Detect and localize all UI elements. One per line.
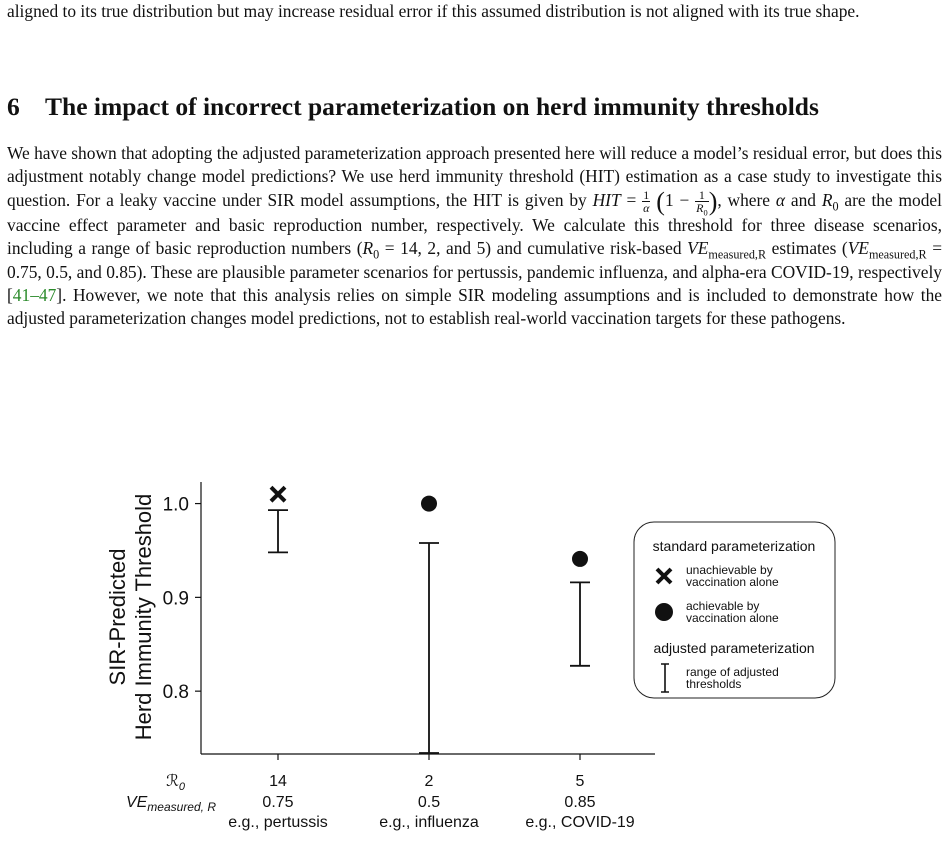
section-heading	[7, 92, 947, 122]
legend-circle-label: achievable by vaccination alone	[686, 599, 779, 625]
x-tick-r0-label: 2	[424, 773, 434, 790]
legend-standard-title: standard parameterization	[652, 538, 816, 554]
x-tick-r0-label: 5	[575, 773, 585, 790]
x-tick-ve-label: 0.75	[262, 794, 294, 811]
standard-circle-marker	[572, 551, 588, 567]
x-tick-ve-label: 0.5	[417, 794, 441, 811]
y-tick-label: 0.8	[162, 682, 189, 704]
y-tick-label: 1.0	[162, 494, 189, 516]
standard-circle-marker	[421, 496, 437, 512]
x-tick-example-label: e.g., influenza	[379, 814, 479, 831]
x-tick-example-label: e.g., pertussis	[228, 814, 328, 831]
adjusted-range-errorbar	[419, 543, 439, 753]
adjusted-range-errorbar	[570, 582, 590, 665]
legend-adjusted-title: adjusted parameterization	[653, 640, 815, 656]
y-tick-label: 0.9	[162, 588, 189, 610]
top-paragraph: aligned to its true distribution but may increase residual error if this assumed distribution is not aligned with its true shape.	[7, 1, 860, 21]
ve-row-label: $VE_{measured, R}$	[125, 794, 216, 814]
y-axis-label-line2: Herd Immunity Threshold	[131, 493, 156, 741]
legend-cross-label: unachievable by vaccination alone	[686, 563, 779, 589]
legend-circle-icon	[655, 603, 673, 621]
x-tick-example-label: e.g., COVID-19	[525, 814, 635, 831]
legend-range-icon	[661, 664, 669, 692]
adjusted-range-errorbar	[268, 510, 288, 552]
x-tick-ve-label: 0.85	[564, 794, 596, 811]
section-title: The impact of incorrect parameterization on herd immunity thresholds	[45, 92, 819, 121]
r0-row-label: ℛ$_0$	[166, 773, 185, 793]
y-axis-label-line1: SIR-Predicted	[105, 548, 130, 686]
hit-formula: HIT = $\frac{1}{\alpha}$ (1 − $\frac{1}{R_0}$ )	[592, 186, 718, 218]
x-tick-r0-label: 14	[269, 773, 287, 790]
body-text: We have shown that adopting the adjusted parameterization approach presented here will reduce a model’s residual error, but does this adjustment notably change model predictions? We use herd immunity threshold (HIT) estimation as a case study to investigate this question. For a leaky vaccine under SIR model assumptions, the HIT is given by	[7, 143, 942, 210]
legend-range-label: range of adjusted thresholds	[686, 665, 779, 691]
body-paragraph: We have shown that adopting the adjusted parameterization approach presented here will reduce a model’s residual error, but does this adjustment notably change model predictions? We use herd immunity threshold (HIT) estimation as a case study to investigate this question. For a leaky vaccine under SIR model assumptions, the HIT is given by HIT = $\frac{1}{\alpha}$ (1 − $\frac{1}{R_0}$ ), where α and $R_0$ are the model vaccine effect parameter and basic reproduction number, respectively. We calculate this threshold for three disease scenarios, including a range of basic reproduction numbers ($R_0 = 14$, 2, and 5) and cumulative risk-based $VE_{measured,R}$ estimates ($VE_{measured,R} = 0.75$, 0.5, and 0.85). These are plausible parameter scenarios for pertussis, pandemic influenza, and alpha-era COVID-19, respectively [41–47]. However, we note that this analysis relies on simple SIR modeling assumptions and is included to demonstrate how the adjusted parameterization changes model predictions, not to establish real-world vaccination targets for these pathogens.	[7, 143, 943, 329]
standard-cross-marker	[271, 487, 285, 501]
chart-legend	[634, 522, 835, 698]
legend-cross-icon	[657, 569, 671, 583]
section-number: 6	[7, 92, 20, 121]
citation-link[interactable]: 41–47	[12, 284, 57, 305]
hit-chart	[0, 470, 949, 842]
